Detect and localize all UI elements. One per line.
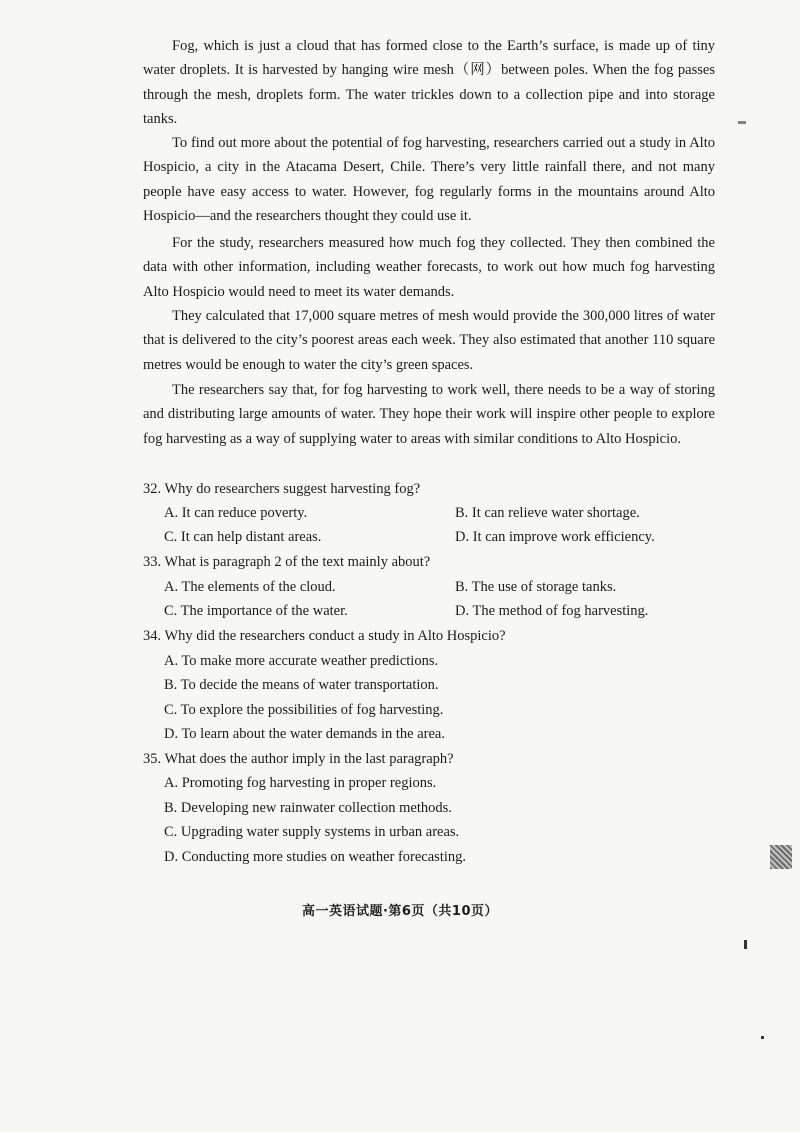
- question-35-option-d: D. Conducting more studies on weather forecasting.: [164, 849, 467, 865]
- question-33-option-d: D. The method of fog harvesting.: [455, 603, 649, 619]
- question-32-option-d: D. It can improve work efficiency.: [455, 529, 655, 545]
- question-35-option-c: C. Upgrading water supply systems in urban areas.: [164, 824, 460, 840]
- passage-paragraph-3: For the study, researchers measured how much fog they collected. They then combined the data with other information, including weather forecasts, to work out how much fog harvesting Alto Hospicio would need to meet its water demands.: [143, 235, 715, 300]
- question-33-option-c: C. The importance of the water.: [164, 603, 348, 619]
- scan-noise-patch: [770, 845, 792, 869]
- question-34-option-d: D. To learn about the water demands in the area.: [164, 726, 445, 742]
- scan-speck: [738, 121, 746, 124]
- question-32-option-a: A. It can reduce poverty.: [164, 505, 308, 521]
- question-35-option-b: B. Developing new rainwater collection methods.: [164, 800, 452, 816]
- question-35-stem: 35. What does the author imply in the last paragraph?: [143, 751, 454, 767]
- question-34-option-b: B. To decide the means of water transportation.: [164, 677, 439, 693]
- passage-paragraph-2: To find out more about the potential of fog harvesting, researchers carried out a study in Alto Hospicio, a city in the Atacama Desert, Chile. There’s very little rainfall there, and not many people have easy access to water. However, fog regularly forms in the mountains around Alto Hospicio—and the researchers thought they could use it.: [143, 135, 715, 225]
- question-33-option-b: B. The use of storage tanks.: [455, 579, 617, 595]
- question-35-option-a: A. Promoting fog harvesting in proper regions.: [164, 775, 437, 791]
- passage-paragraph-5: The researchers say that, for fog harvesting to work well, there needs to be a way of storing and distributing large amounts of water. They hope their work will inspire other people to explore fog harvesting as a way of supplying water to areas with similar conditions to Alto Hospicio.: [143, 382, 715, 447]
- question-33-option-a: A. The elements of the cloud.: [164, 579, 336, 595]
- question-33-stem: 33. What is paragraph 2 of the text mainly about?: [143, 554, 431, 570]
- question-34-stem: 34. Why did the researchers conduct a study in Alto Hospicio?: [143, 628, 506, 644]
- question-32-stem: 32. Why do researchers suggest harvesting fog?: [143, 481, 421, 497]
- question-34-option-a: A. To make more accurate weather predictions.: [164, 653, 439, 669]
- scan-speck: [761, 1036, 764, 1039]
- question-32-option-b: B. It can relieve water shortage.: [455, 505, 640, 521]
- passage-paragraph-1: Fog, which is just a cloud that has formed close to the Earth’s surface, is made up of tiny water droplets. It is harvested by hanging wire mesh（网）between poles. When the fog passes through the mesh, droplets form. The water trickles down to a collection pipe and into storage tanks.: [143, 38, 715, 128]
- question-34-option-c: C. To explore the possibilities of fog harvesting.: [164, 702, 444, 718]
- page-footer: 高一英语试题·第6页（共10页）: [301, 904, 499, 919]
- question-32-option-c: C. It can help distant areas.: [164, 529, 322, 545]
- passage-paragraph-4: They calculated that 17,000 square metres of mesh would provide the 300,000 litres of water that is delivered to the city’s poorest areas each week. They also estimated that another 110 square metres would be enough to water the city’s green spaces.: [143, 308, 715, 373]
- scan-speck: [744, 940, 747, 949]
